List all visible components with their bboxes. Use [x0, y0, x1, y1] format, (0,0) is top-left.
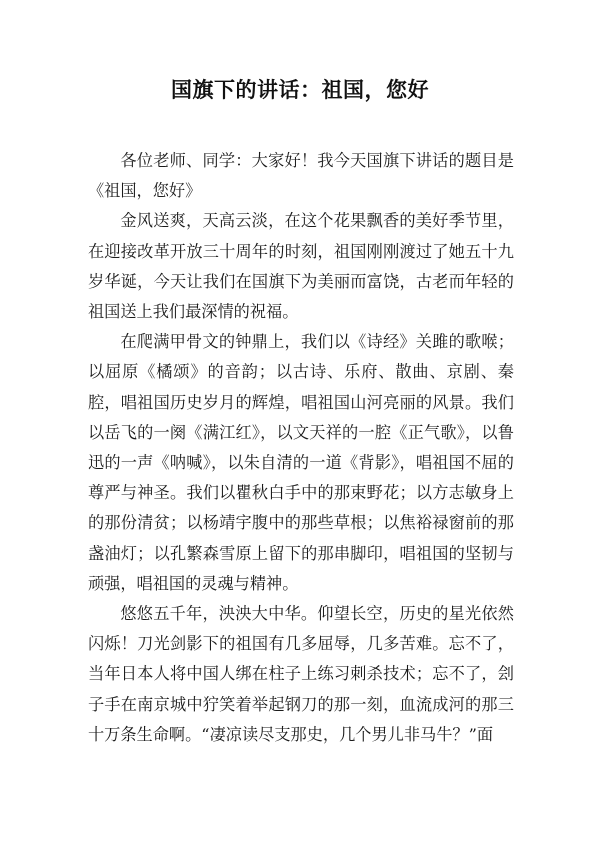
paragraph-autumn: 金风送爽，天高云淡，在这个花果飘香的美好季节里，在迎接改革开放三十周年的时刻，祖国刚刚渡过了她五十九岁华诞，今天让我们在国旗下为美丽而富饶，古老而年轻的祖国送上我们最深情的祝福。: [88, 211, 514, 322]
page-title: 国旗下的讲话：祖国，您好: [171, 78, 429, 102]
paragraph-five-thousand-years: 悠悠五千年，泱泱大中华。仰望长空，历史的星光依然闪烁！刀光剑影下的祖国有几多屈辱，几多苦难。忘不了，当年日本人将中国人绑在柱子上练习刺杀技术；忘不了，刽子手在南京城中狞笑着举起钢刀的那一刻，血流成河的那三十万条生命啊。“凄凉读尽支那史，几个男儿非马牛？”面: [88, 604, 514, 744]
speech-body: [88, 146, 514, 750]
paragraph-history-songs: 在爬满甲骨文的钟鼎上，我们以《诗经》关雎的歌喉；以屈原《橘颂》的音韵；以古诗、乐府、散曲、京剧、秦腔，唱祖国历史岁月的辉煌，唱祖国山河亮丽的风景。我们以岳飞的一阕《满江红》，以文天祥的一腔《正气歌》，以鲁迅的一声《呐喊》，以朱自清的一道《背影》，唱祖国不屈的尊严与神圣。我们以瞿秋白手中的那束野花；以方志敏身上的那份清贫；以杨靖宇腹中的那些草根；以焦裕禄窗前的那盏油灯；以孔繁森雪原上留下的那串脚印，唱祖国的坚韧与顽强，唱祖国的灵魂与精神。: [88, 332, 514, 593]
paragraph-greeting: 各位老师、同学：大家好！我今天国旗下讲话的题目是《祖国，您好》: [88, 151, 514, 201]
